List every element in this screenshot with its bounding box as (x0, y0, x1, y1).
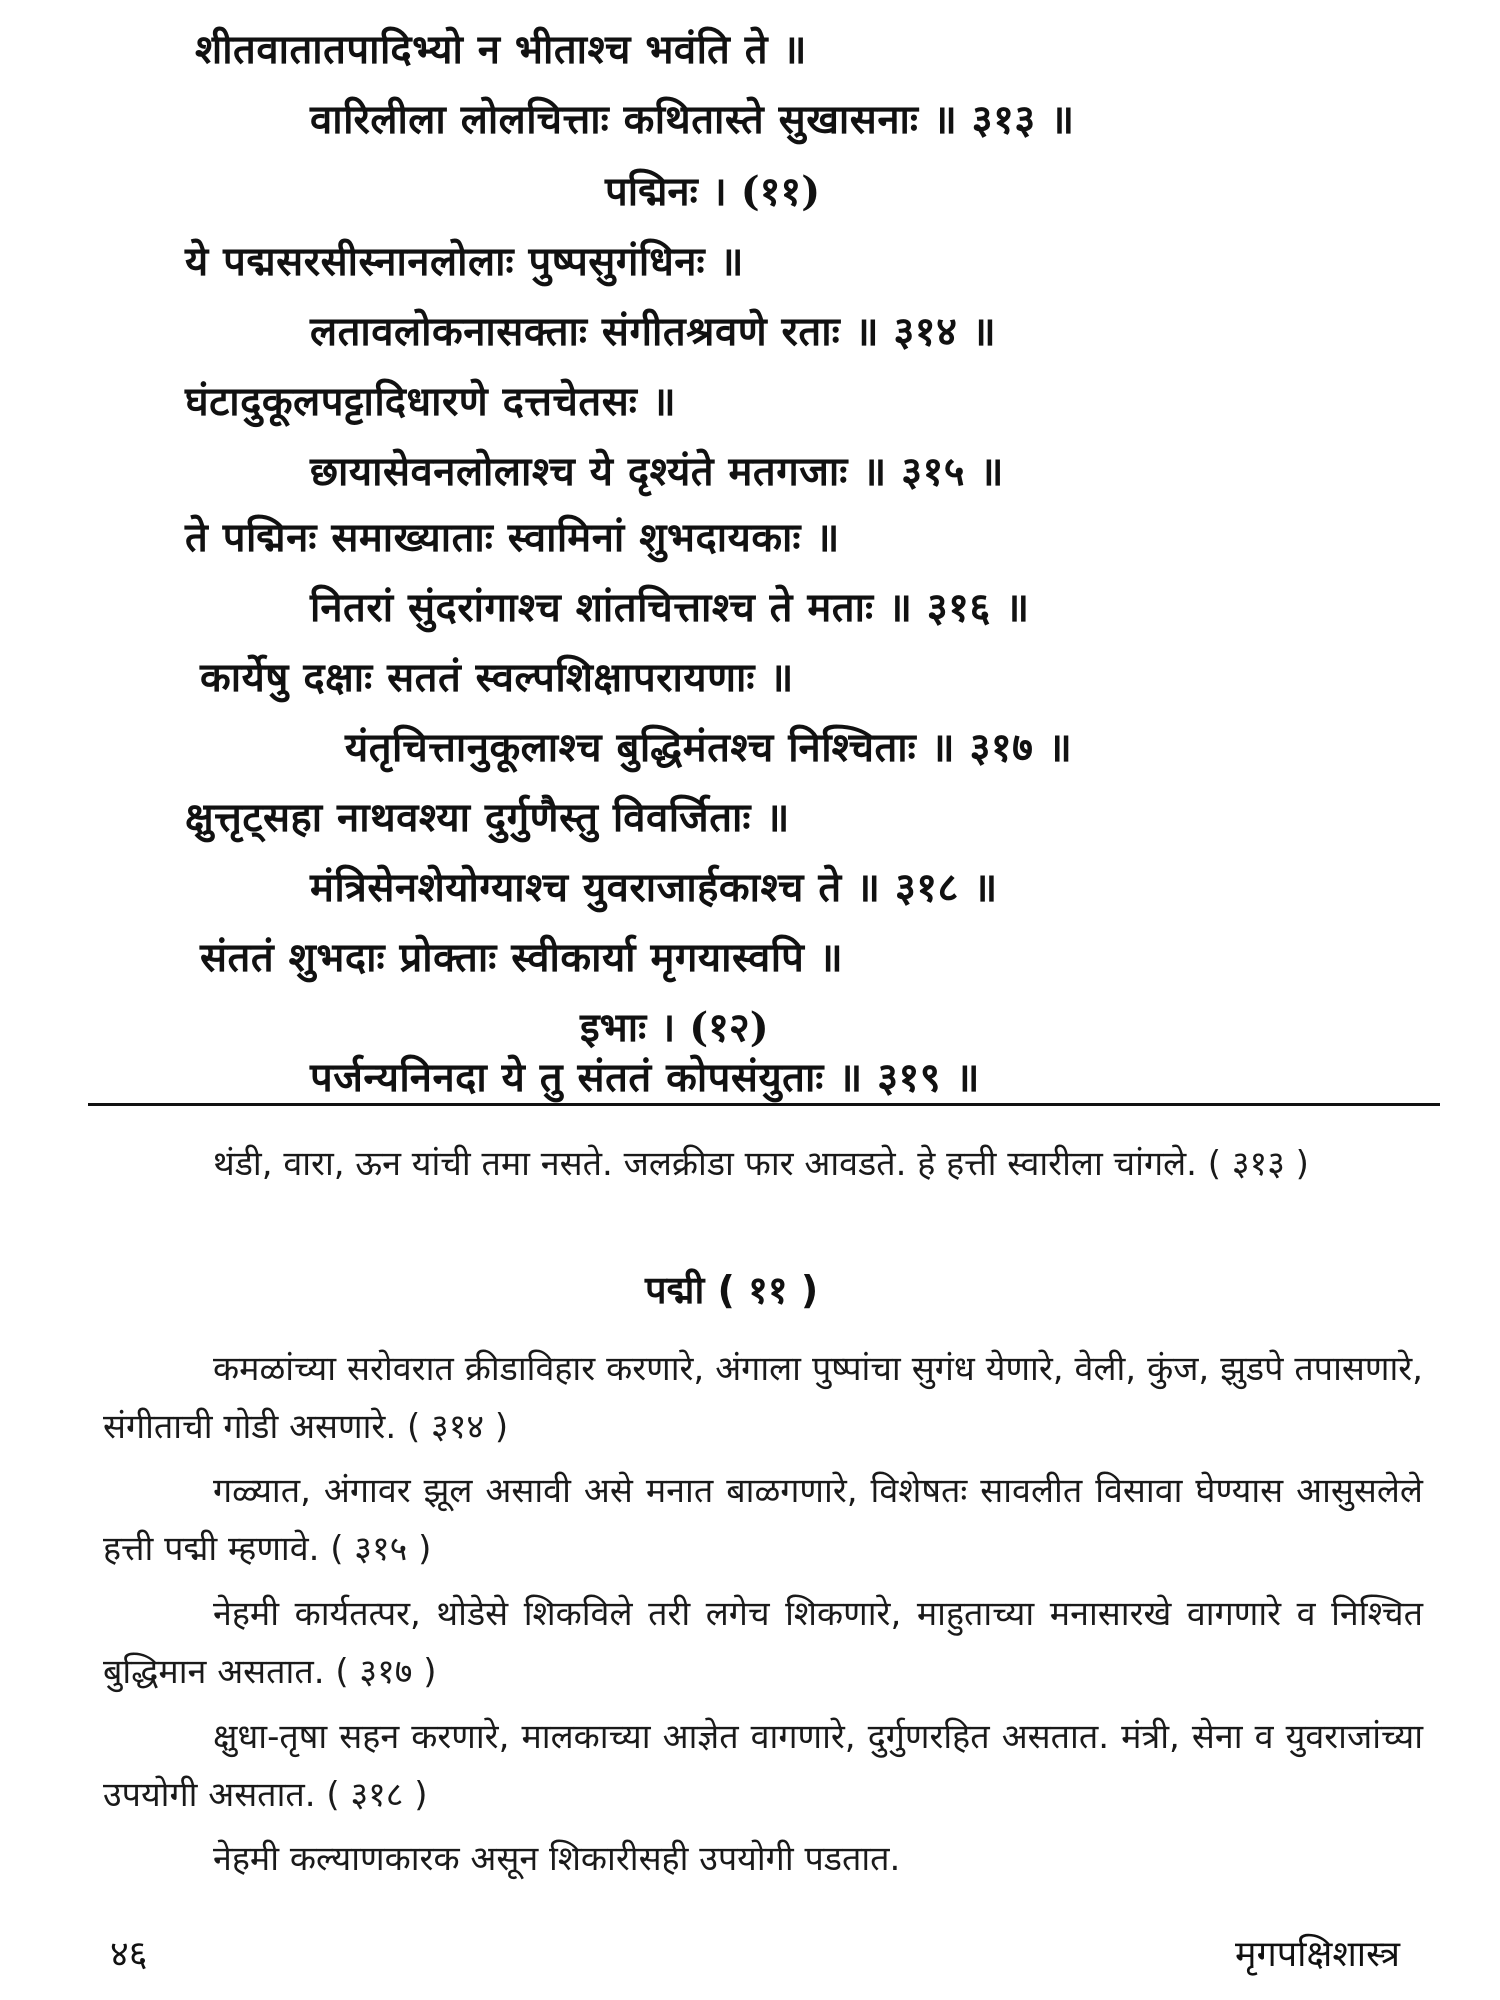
paragraph-text: गळ्यात, अंगावर झूल असावी असे मनात बाळगणारे, विशेषतः सावलीत विसावा घेण्यास आसुसलेले हत्ती पद्मी म्हणावे. ( ३१५ ) (103, 1471, 1423, 1569)
section-heading: पद्मिनः । (११) (605, 168, 821, 215)
translation-paragraph (103, 1462, 1423, 1578)
translation-paragraph (103, 1340, 1423, 1456)
paragraph-text: क्षुधा-तृषा सहन करणारे, मालकाच्या आज्ञेत वागणारे, दुर्गुणरहित असतात. मंत्री, सेना व युवराजांच्या उपयोगी असतात. ( ३१८ ) (103, 1717, 1423, 1815)
verse-line: यंतृचित्तानुकूलाश्च बुद्धिमंतश्च निश्चिताः ॥ ३१७ ॥ (345, 724, 1073, 771)
verse-line: क्षुत्तृट्सहा नाथवश्या दुर्गुणैस्तु विवर्जिताः ॥ (185, 794, 790, 841)
verse-line: वारिलीला लोलचित्ताः कथितास्ते सुखासनाः ॥ ३१३ ॥ (310, 96, 1075, 143)
translation-paragraph (103, 1708, 1423, 1824)
verse-line: लतावलोकनासक्ताः संगीतश्रवणे रताः ॥ ३१४ ॥ (310, 308, 997, 355)
section-heading: इभाः । (१२) (580, 1004, 769, 1051)
translation-paragraph (103, 1585, 1423, 1701)
translation-heading: पद्मी ( ११ ) (645, 1268, 819, 1312)
book-title: मृगपक्षिशास्त्र (1234, 1934, 1400, 1975)
paragraph-text: नेहमी कार्यतत्पर, थोडेसे शिकविले तरी लगेच शिकणारे, माहुताच्या मनासारखे वागणारे व निश्चित बुद्धिमान असतात. ( ३१७ ) (103, 1594, 1423, 1692)
verse-line: संततं शुभदाः प्रोक्ताः स्वीकार्या मृगयास्वपि ॥ (200, 934, 844, 981)
divider-rule (88, 1103, 1440, 1106)
verse-line: पर्जन्यनिनदा ये तु संततं कोपसंयुताः ॥ ३१९ ॥ (310, 1054, 980, 1101)
translation-paragraph (103, 1135, 1423, 1193)
verse-line: नितरां सुंदरांगाश्च शांतचित्ताश्च ते मताः ॥ ३१६ ॥ (310, 584, 1030, 631)
translation-paragraph (103, 1830, 1423, 1888)
paragraph-text: कमळांच्या सरोवरात क्रीडाविहार करणारे, अंगाला पुष्पांचा सुगंध येणारे, वेली, कुंज, झुडपे तपासणारे, संगीताची गोडी असणारे. ( ३१४ ) (103, 1349, 1423, 1447)
verse-line: घंटादुकूलपट्टादिधारणे दत्तचेतसः ॥ (185, 378, 677, 425)
verse-line: ते पद्मिनः समाख्याताः स्वामिनां शुभदायकाः ॥ (185, 514, 840, 561)
page-number: ४६ (110, 1934, 148, 1975)
paragraph-text: नेहमी कल्याणकारक असून शिकारीसही उपयोगी पडतात. (213, 1839, 901, 1879)
verse-line: शीतवातातपादिभ्यो न भीताश्च भवंति ते ॥ (195, 26, 807, 73)
verse-line: ये पद्मसरसीस्नानलोलाः पुष्पसुगंधिनः ॥ (185, 238, 744, 285)
verse-line: मंत्रिसेनशेयोग्याश्च युवराजार्हकाश्च ते ॥ ३१८ ॥ (310, 864, 998, 911)
verse-line: छायासेवनलोलाश्च ये दृश्यंते मतगजाः ॥ ३१५ ॥ (310, 448, 1004, 495)
paragraph-text: थंडी, वारा, ऊन यांची तमा नसते. जलक्रीडा फार आवडते. हे हत्ती स्वारीला चांगले. ( ३१३ ) (213, 1144, 1309, 1184)
verse-line: कार्येषु दक्षाः सततं स्वल्पशिक्षापरायणाः ॥ (200, 654, 794, 701)
